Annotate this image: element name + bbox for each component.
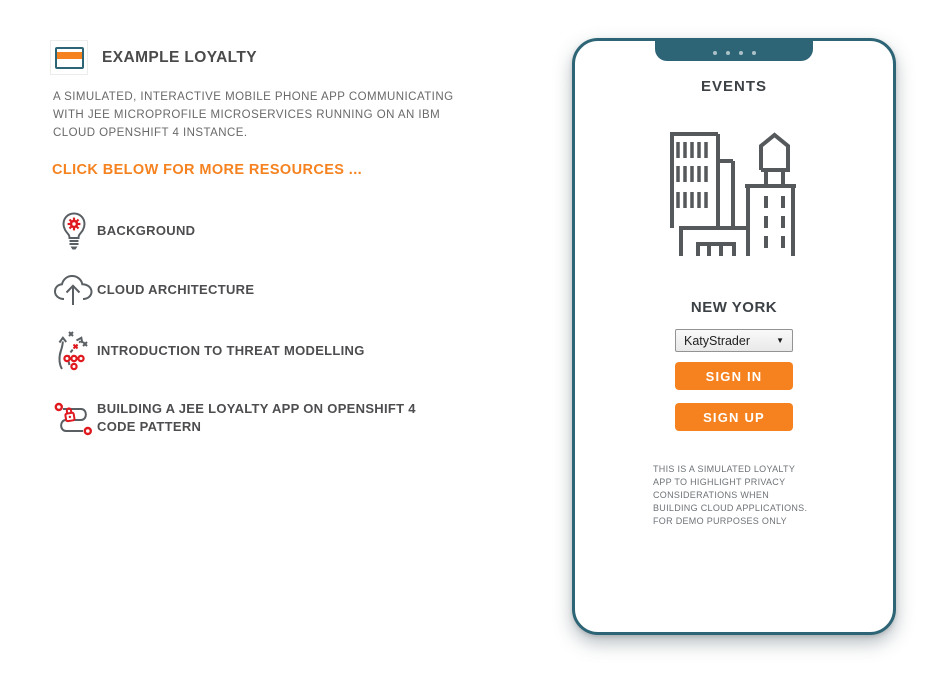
city-buildings-icon [670,132,798,263]
secure-path-icon [50,400,97,437]
disclaimer-line: THIS IS A SIMULATED LOYALTY [653,464,796,474]
speaker-dot [752,51,756,55]
loyalty-card-icon [50,40,88,75]
sign-up-button[interactable]: SIGN UP [675,403,793,431]
user-select[interactable] [675,329,793,352]
sign-in-button[interactable]: SIGN IN [675,362,793,390]
speaker-dot [726,51,730,55]
disclaimer-line: APP TO HIGHLIGHT PRIVACY [653,477,786,487]
description-line: WITH JEE MICROPROFILE MICROSERVICES RUNNING ON AN IBM [53,109,441,121]
city-name: NEW YORK [690,299,778,316]
phone-notch [655,38,813,61]
phone-frame [572,38,896,635]
description-line: A SIMULATED, INTERACTIVE MOBILE PHONE APP COMMUNICATING [53,91,454,103]
user-select-value: KatyStrader [684,333,751,348]
screen-title: EVENTS [700,78,767,95]
tactics-plan-icon [50,330,97,372]
page-title: EXAMPLE LOYALTY [102,48,257,66]
disclaimer-text [653,463,831,528]
disclaimer-line: FOR DEMO PURPOSES ONLY [653,516,787,526]
resource-label: BUILDING A JEE LOYALTY APP ON OPENSHIFT 4 CODE PATTERN [97,401,416,434]
resource-item-threat-modelling[interactable] [50,328,365,374]
dropdown-arrow-icon: ▼ [776,336,784,345]
speaker-dot [739,51,743,55]
brand-header [50,40,257,75]
resources-link[interactable]: CLICK BELOW FOR MORE RESOURCES ... [52,162,363,178]
speaker-dot [713,51,717,55]
disclaimer-line: CONSIDERATIONS WHEN [653,490,770,500]
disclaimer-line: BUILDING CLOUD APPLICATIONS. [653,503,808,513]
app-description [53,88,453,142]
cloud-upload-icon [50,274,97,307]
resource-item-cloud-architecture[interactable] [50,269,254,311]
lightbulb-gear-icon [50,211,97,251]
resource-label: BACKGROUND [97,223,196,238]
resource-item-code-pattern[interactable] [50,396,447,440]
resource-label: INTRODUCTION TO THREAT MODELLING [97,343,365,358]
resource-label: CLOUD ARCHITECTURE [97,282,255,297]
description-line: CLOUD OPENSHIFT 4 INSTANCE. [53,127,248,139]
resource-item-background[interactable] [50,210,195,252]
